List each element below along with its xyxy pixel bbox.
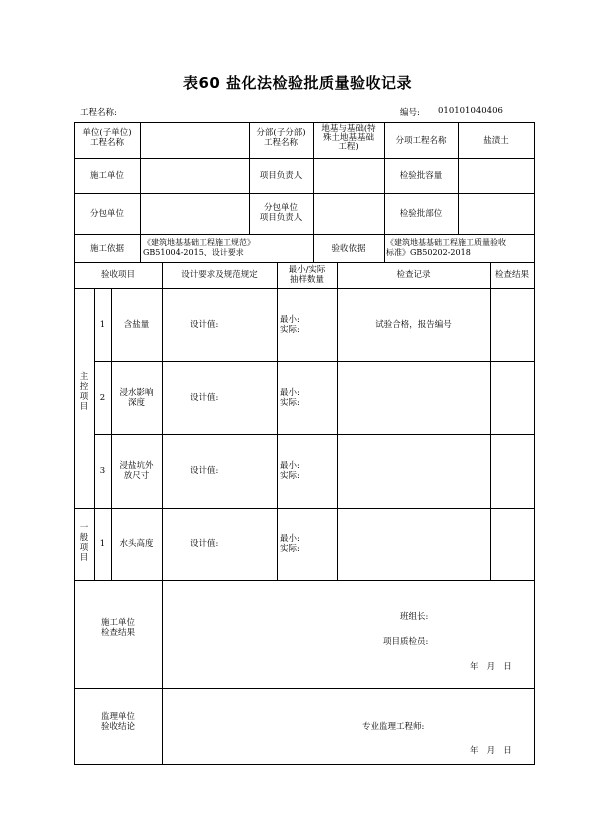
row-item-name: 含盐量 — [123, 320, 150, 330]
accept-basis-value: 《建筑地基基础工程施工质量验收 标准》GB50202-2018 — [386, 238, 506, 257]
row-sample: 最小: 实际: — [280, 461, 300, 481]
row-design-value: 设计值: — [190, 393, 219, 403]
subcontractor-label: 分包单位 — [89, 209, 124, 219]
col-design-header: 设计要求及规范规定 — [181, 270, 258, 280]
row-number: 2 — [99, 393, 106, 403]
sub-pm-label: 分包单位 项目负责人 — [259, 203, 303, 223]
division-name-label: 分部(子分部) 工程名称 — [256, 128, 306, 148]
row-sample: 最小: 实际: — [280, 534, 300, 554]
supervisor-date: 年 月 日 — [470, 746, 512, 756]
row-item-name: 水头高度 — [119, 539, 154, 549]
row-sample: 最小: 实际: — [280, 388, 300, 408]
contractor-label: 施工单位 — [89, 171, 124, 181]
supervisor-check-label: 监理单位 验收结论 — [100, 712, 135, 732]
subitem-name-label: 分项工程名称 — [395, 136, 447, 146]
general-group-label: 一 般 项 目 — [79, 523, 89, 563]
main-control-group-label: 主 控 项 目 — [79, 372, 89, 412]
col-record-header: 检查记录 — [396, 270, 431, 280]
code-value: 010101040406 — [438, 106, 503, 116]
pm-label: 项目负责人 — [259, 171, 303, 181]
subitem-name-value: 盐渍土 — [483, 136, 509, 146]
row-item-name: 浸水影响 深度 — [119, 388, 154, 408]
page-title: 表60 盐化法检验批质量验收记录 — [182, 74, 413, 92]
project-name-label: 工程名称: — [80, 108, 117, 118]
code-label: 编号: — [400, 108, 420, 118]
row-item-name: 浸盐坑外 放尺寸 — [119, 461, 154, 481]
basis-label: 施工依据 — [89, 244, 124, 254]
division-name-value: 地基与基础(特 殊土地基基础 工程) — [321, 124, 376, 152]
row-sample: 最小: 实际: — [280, 315, 300, 335]
basis-value: 《建筑地基基础工程施工规范》 GB51004-2015、设计要求 — [143, 238, 255, 257]
row-number: 1 — [99, 320, 106, 330]
contractor-date: 年 月 日 — [470, 662, 512, 672]
row-record: 试验合格，报告编号 — [375, 320, 452, 330]
row-design-value: 设计值: — [190, 466, 219, 476]
quality-inspector-label: 项目质检员: — [383, 637, 429, 647]
unit-name-label: 单位(子单位) 工程名称 — [82, 128, 132, 148]
team-leader-label: 班组长: — [400, 612, 429, 622]
supervising-engineer-label: 专业监理工程师: — [362, 722, 425, 732]
accept-basis-label: 验收依据 — [331, 244, 366, 254]
batch-capacity-label: 检验批容量 — [399, 171, 443, 181]
col-item-header: 验收项目 — [100, 270, 135, 280]
row-number: 3 — [99, 466, 106, 476]
row-number: 1 — [99, 539, 106, 549]
col-result-header: 检查结果 — [494, 270, 529, 280]
row-design-value: 设计值: — [190, 320, 219, 330]
batch-location-label: 检验批部位 — [399, 209, 443, 219]
col-sample-header: 最小/实际 抽样数量 — [288, 265, 326, 285]
row-design-value: 设计值: — [190, 539, 219, 549]
contractor-check-label: 施工单位 检查结果 — [100, 618, 135, 638]
